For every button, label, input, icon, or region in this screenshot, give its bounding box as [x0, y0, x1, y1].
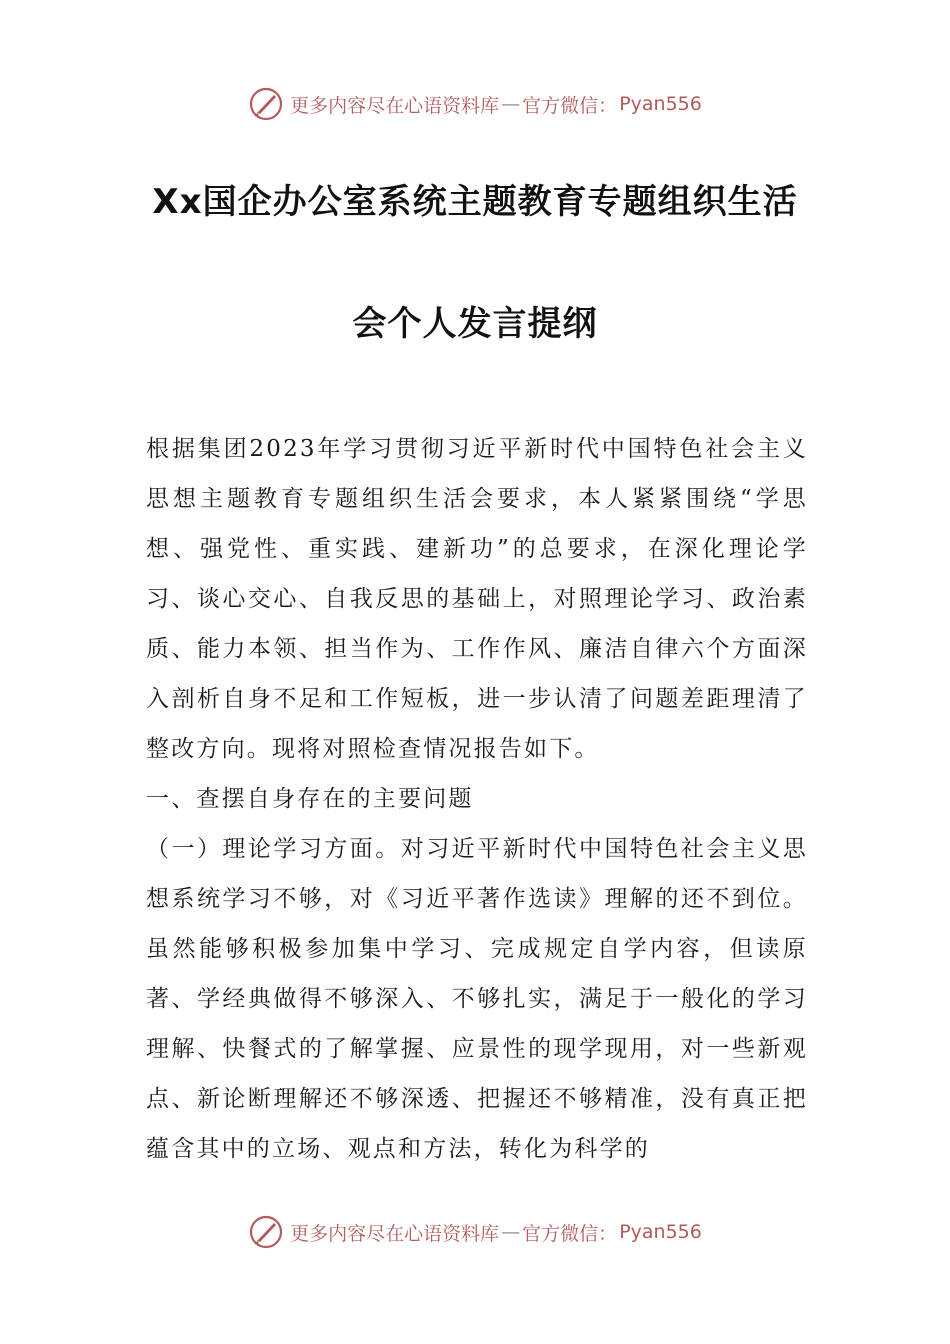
watermark-account: Pyan556 [619, 1221, 702, 1243]
footer-watermark [0, 1210, 950, 1254]
watermark-account: Pyan556 [619, 93, 702, 115]
subsection-paragraph-1: （一）理论学习方面。对习近平新时代中国特色社会主义思想系统学习不够，对《习近平著作选读》理解的还不到位。虽然能够积极参加集中学习、完成规定自学内容，但读原著、学经典做得不够深入、不够扎实，满足于一般化的学习理解、快餐式的了解掌握、应景性的现学现用，对一些新观点、新论断理解还不够深透、把握还不够精准，没有真正把蕴含其中的立场、观点和方法，转化为科学的 [146, 836, 808, 1162]
quill-logo-icon [248, 86, 284, 122]
header-watermark [0, 82, 950, 126]
document-body [146, 424, 808, 1174]
document-title-line-2: 会个人发言提纲 [352, 304, 598, 344]
watermark-official-label: 官方微信： [522, 94, 618, 117]
watermark-separator: — [501, 1221, 521, 1243]
watermark-text: 更多内容尽在心语资料库 [290, 1222, 500, 1245]
intro-paragraph: 根据集团2023年学习贯彻习近平新时代中国特色社会主义思想主题教育专题组织生活会要求，本人紧紧围绕“学思想、强党性、重实践、建新功”的总要求，在深化理论学习、谈心交心、自我反思的基础上，对照理论学习、政治素质、能力本领、担当作为、工作作风、廉洁自律六个方面深入剖析自身不足和工作短板，进一步认清了问题差距理清了整改方向。现将对照检查情况报告如下。 [146, 436, 808, 762]
section-heading-1: 一、查摆自身存在的主要问题 [146, 786, 474, 812]
watermark-official-label: 官方微信： [522, 1222, 618, 1245]
quill-logo-icon [248, 1214, 284, 1250]
watermark-text: 更多内容尽在心语资料库 [290, 94, 500, 117]
document-title-line-1: Xx国企办公室系统主题教育专题组织生活 [152, 182, 798, 222]
watermark-separator: — [501, 93, 521, 115]
